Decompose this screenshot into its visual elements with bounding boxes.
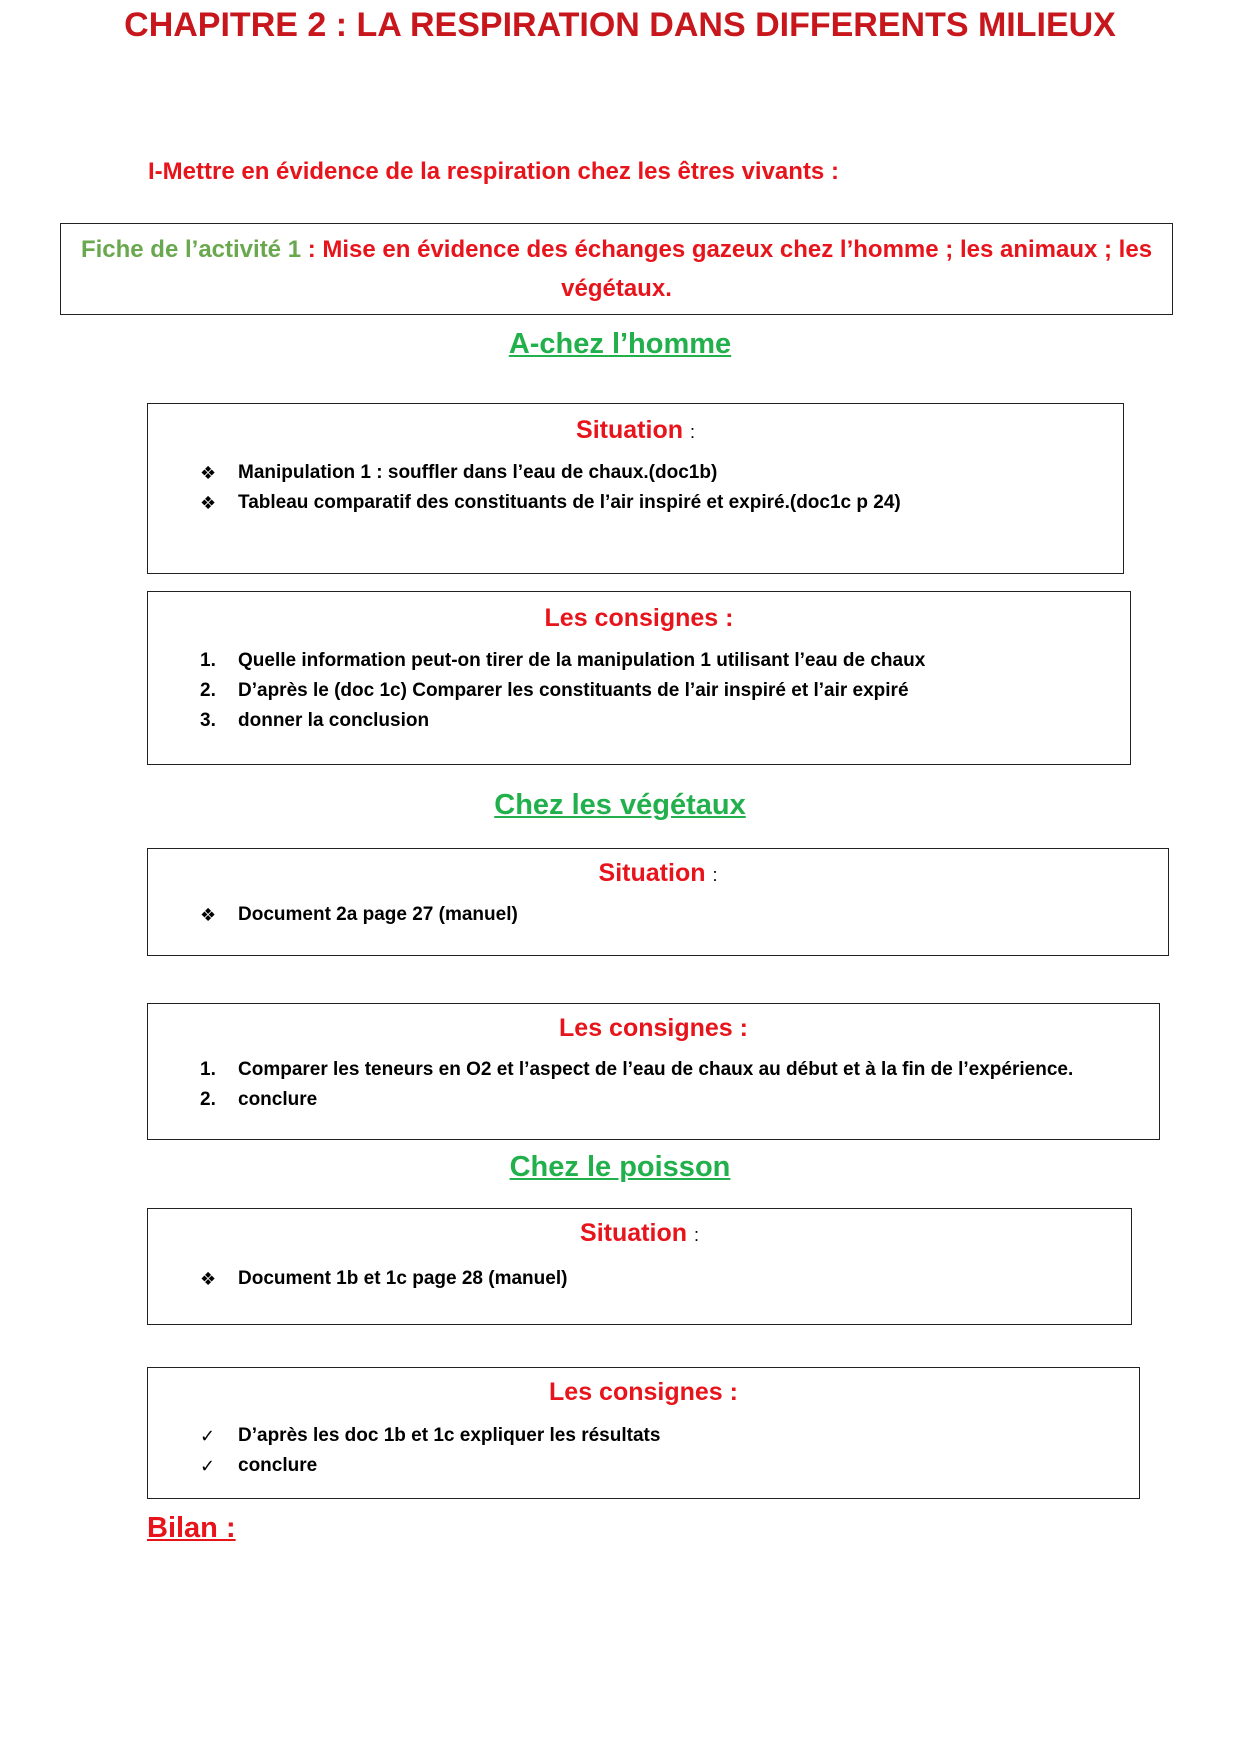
consignes-list <box>200 1421 1139 1481</box>
situation-title: Situation : <box>580 1219 699 1247</box>
diamond-bullet-icon: ❖ <box>200 493 217 513</box>
situation-box-vegetaux <box>147 848 1169 956</box>
situation-box-homme <box>147 403 1124 574</box>
list-item: ❖ Tableau comparatif des constituants de l’air inspiré et expiré.(doc1c p 24) <box>200 488 1123 518</box>
list-item: 1. Comparer les teneurs en O2 et l’aspect de l’eau de chaux au début et à la fin de l’expérience. <box>200 1059 1074 1080</box>
heading-homme: A-chez l’homme <box>508 328 732 360</box>
list-item: 2. conclure <box>200 1089 318 1110</box>
list-item: 2. D’après le (doc 1c) Comparer les constituants de l’air inspiré et l’air expiré <box>200 680 909 701</box>
situation-box-poisson <box>147 1208 1132 1325</box>
consignes-box-homme <box>147 591 1131 765</box>
activity-text: : Mise en évidence des échanges gazeux chez l’homme ; les animaux ; les végétaux. <box>301 236 1153 302</box>
page-title: CHAPITRE 2 : LA RESPIRATION DANS DIFFERENTS MILIEUX <box>124 6 1116 44</box>
check-bullet-icon: ✓ <box>200 1426 216 1446</box>
situation-title: Situation : <box>576 416 695 444</box>
activity-box <box>60 223 1173 315</box>
consignes-title: Les consignes : <box>544 604 734 632</box>
activity-label: Fiche de l’activité 1 <box>80 236 302 263</box>
list-item: ❖ Document 2a page 27 (manuel) <box>200 900 1168 930</box>
check-bullet-icon: ✓ <box>200 1456 216 1476</box>
consignes-list <box>200 646 1130 736</box>
consignes-list <box>200 1055 1159 1115</box>
list-item: ✓ conclure <box>200 1451 1139 1481</box>
situation-list <box>200 458 1123 518</box>
list-item: ❖ Manipulation 1 : souffler dans l’eau de chaux.(doc1b) <box>200 458 1123 488</box>
list-item: ❖ Document 1b et 1c page 28 (manuel) <box>200 1264 1131 1294</box>
consignes-title: Les consignes : <box>549 1378 738 1406</box>
diamond-bullet-icon: ❖ <box>200 1269 217 1289</box>
consignes-title: Les consignes : <box>559 1014 748 1042</box>
list-item: 1. Quelle information peut-on tirer de la manipulation 1 utilisant l’eau de chaux <box>200 650 926 671</box>
list-item: ✓ D’après les doc 1b et 1c expliquer les résultats <box>200 1421 1139 1451</box>
situation-list <box>200 1264 1131 1294</box>
diamond-bullet-icon: ❖ <box>200 905 217 925</box>
consignes-box-poisson <box>147 1367 1140 1499</box>
heading-vegetaux: Chez les végétaux <box>494 789 746 821</box>
consignes-box-vegetaux <box>147 1003 1160 1140</box>
situation-list <box>200 900 1168 930</box>
bilan-heading: Bilan : <box>147 1512 236 1544</box>
heading-poisson: Chez le poisson <box>509 1151 731 1183</box>
situation-title: Situation : <box>598 859 718 887</box>
diamond-bullet-icon: ❖ <box>200 463 217 483</box>
list-item: 3. donner la conclusion <box>200 710 430 731</box>
section-heading-1: I-Mettre en évidence de la respiration chez les êtres vivants : <box>148 158 839 185</box>
